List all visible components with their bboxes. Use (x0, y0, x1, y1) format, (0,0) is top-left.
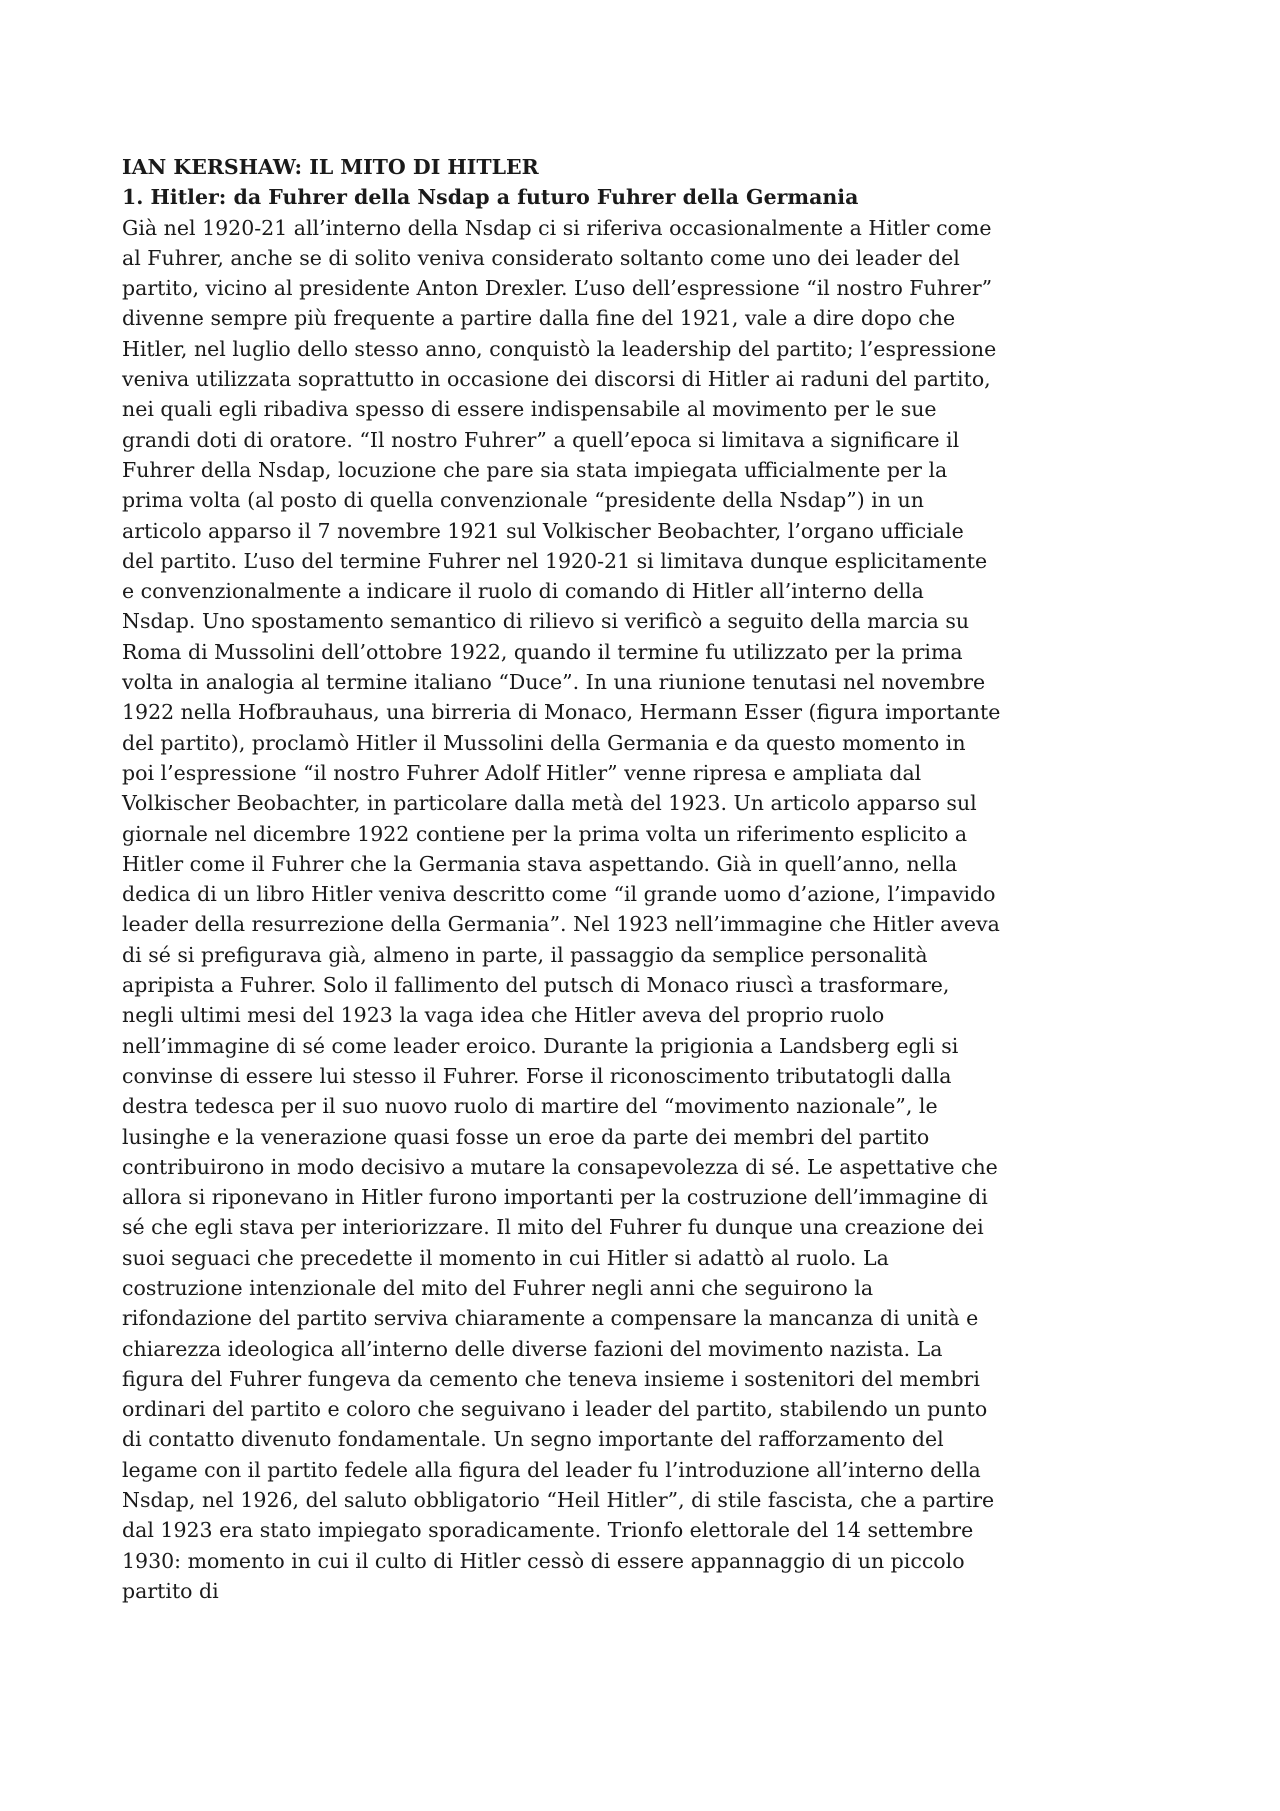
document-title: IAN KERSHAW: IL MITO DI HITLER (122, 155, 539, 179)
body-paragraph: Già nel 1920-21 all’interno della Nsdap ci si riferiva occasionalmente a Hitler come al Fuhrer, anche se di solito veniva considerato soltanto come uno dei leader del partito, vicino al presidente Anton Drexler. L’uso dell’espressione “il nostro Fuhrer” divenne sempre più frequente a partire dalla fine del 1921, vale a dire dopo che Hitler, nel luglio dello stesso anno, conquistò la leadership del partito; l’espressione veniva utilizzata soprattutto in occasione dei discorsi di Hitler ai raduni del partito, nei quali egli ribadiva spesso di essere indispensabile al movimento per le sue grandi doti di oratore. “Il nostro Fuhrer” a quell’epoca si limitava a significare il Fuhrer della Nsdap, locuzione che pare sia stata impiegata ufficialmente per la prima volta (al posto di quella convenzionale “presidente della Nsdap”) in un articolo apparso il 7 novembre 1921 sul Volkischer Beobachter, l’organo ufficiale del partito. L’uso del termine Fuhrer nel 1920-21 si limitava dunque esplicitamente e convenzionalmente a indicare il ruolo di comando di Hitler all’interno della Nsdap. Uno spostamento semantico di rilievo si verificò a seguito della marcia su Roma di Mussolini dell’ottobre 1922, quando il termine fu utilizzato per la prima volta in analogia al termine italiano “Duce”. In una riunione tenutasi nel novembre 1922 nella Hofbrauhaus, una birreria di Monaco, Hermann Esser (figura importante del partito), proclamò Hitler il Mussolini della Germania e da questo momento in poi l’espressione “il nostro Fuhrer Adolf Hitler” venne ripresa e ampliata dal Volkischer Beobachter, in particolare dalla metà del 1923. Un articolo apparso sul giornale nel dicembre 1922 contiene per la prima volta un riferimento esplicito a Hitler come il Fuhrer che la Germania stava aspettando. Già in quell’anno, nella dedica di un libro Hitler veniva descritto come “il grande uomo d’azione, l’impavido leader della resurrezione della Germania”. Nel 1923 nell’immagine che Hitler aveva di sé si prefigurava già, almeno in parte, il passaggio da semplice personalità apripista a Fuhrer. Solo il fallimento del putsch di Monaco riuscì a trasformare, negli ultimi mesi del 1923 la vaga idea che Hitler aveva del proprio ruolo nell’immagine di sé come leader eroico. Durante la prigionia a Landsberg egli si convinse di essere lui stesso il Fuhrer. Forse il riconoscimento tributatogli dalla destra tedesca per il suo nuovo ruolo di martire del “movimento nazionale”, le lusinghe e la venerazione quasi fosse un eroe da parte dei membri del partito contribuirono in modo decisivo a mutare la consapevolezza di sé. Le aspettative che allora si riponevano in Hitler furono importanti per la costruzione dell’immagine di sé che egli stava per interiorizzare. Il mito del Fuhrer fu dunque una creazione dei suoi seguaci che precedette il momento in cui Hitler si adattò al ruolo. La costruzione intenzionale del mito del Fuhrer negli anni che seguirono la rifondazione del partito serviva chiaramente a compensare la mancanza di unità e chiarezza ideologica all’interno delle diverse fazioni del movimento nazista. La figura del Fuhrer fungeva da cemento che teneva insieme i sostenitori del membri ordinari del partito e coloro che seguivano i leader del partito, stabilendo un punto di contatto divenuto fondamentale. Un segno importante del rafforzamento del legame con il partito fedele alla figura del leader fu l’introduzione all’interno della Nsdap, nel 1926, del saluto obbligatorio “Heil Hitler”, di stile fascista, che a partire dal 1923 era stato impiegato sporadicamente. Trionfo elettorale del 14 settembre 1930: momento in cui il culto di Hitler cessò di essere appannaggio di un piccolo partito di (122, 215, 1001, 1603)
document-content (122, 152, 1002, 1606)
section-heading: 1. Hitler: da Fuhrer della Nsdap a futuro Fuhrer della Germania (122, 185, 859, 210)
